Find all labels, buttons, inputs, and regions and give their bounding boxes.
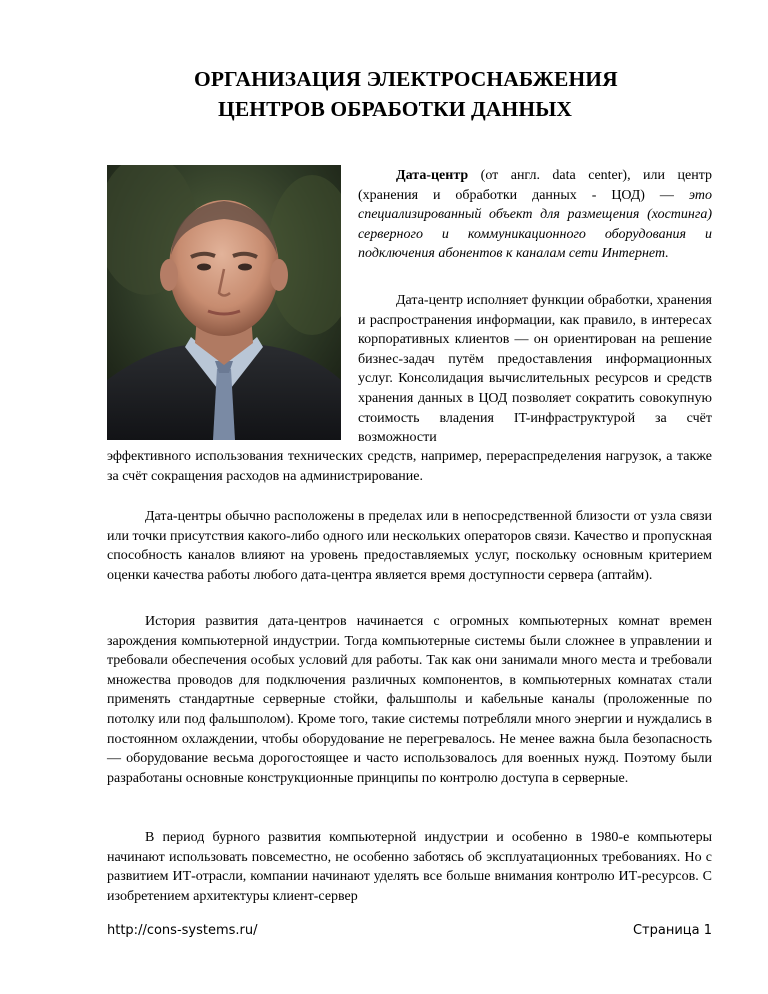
page-number: Страница 1	[632, 923, 712, 938]
definition-intro: (от англ. data center), или центр (хранения и обработки данных - ЦОД) —	[358, 168, 712, 203]
footer-url[interactable]: http://cons-systems.ru/	[107, 923, 258, 938]
paragraph-location: Дата-центры обычно расположены в пределах или в непосредственной близости от узла связи или точки присутствия какого-либо одного или нескольких операторов связи. Качество и пропускная способность каналов влияют на уровень предоставляемых услуг, поскольку основным критерием оценки качества работы любого дата-центра является время доступности сервера (аптайм).	[107, 509, 712, 583]
title-line-2: ЦЕНТРОВ ОБРАБОТКИ ДАННЫХ	[218, 97, 573, 121]
paragraph-functions-right: Дата-центр исполняет функции обработки, хранения и распространения информации, как правило, в интересах корпоративных клиентов — он ориентирован на решение бизнес-задач путём предоставления информационных услуг. Консолидация вычислительных ресурсов и средств хранения данных в ЦОД позволяет сократить совокупную стоимость владения IT-инфраструктурой за счёт возможности	[358, 293, 712, 446]
portrait-image	[107, 165, 341, 440]
term-data-center: Дата-центр	[396, 168, 469, 183]
title-line-1: ОРГАНИЗАЦИЯ ЭЛЕКТРОСНАБЖЕНИЯ	[194, 67, 618, 91]
page-footer	[107, 923, 712, 943]
paragraph-definition	[358, 166, 712, 264]
paragraph-development: В период бурного развития компьютерной индустрии и особенно в 1980-е компьютеры начинают использовать повсеместно, не особенно заботясь об эксплуатационных требованиях. Но с развитием ИТ-отрасли, компании начинают уделять все больше внимания контролю ИТ-ресурсов. С изобретением архитектуры клиент-сервер	[107, 830, 712, 904]
definition-text: это специализированный объект для размещения (хостинга) серверного и коммуникационного оборудования и подключения абонентов к каналам сети Интернет.	[358, 187, 712, 262]
paragraph-functions-continued: эффективного использования технических средств, например, перераспределения нагрузок, а также за счёт сокращения расходов на администрирование.	[107, 449, 712, 484]
portrait-photo	[107, 165, 341, 440]
paragraph-history: История развития дата-центров начинается с огромных компьютерных комнат времен зарождения компьютерной индустрии. Тогда компьютерные системы были сложнее в управлении и требовали обеспечения особых условий для работы. Так как они занимали много места и требовали множества проводов для подключения различных компонентов, в компьютерных комнатах стали применять стандартные серверные стойки, фальшполы и кабельные каналы (проложенные по потолку или под фальшполом). Кроме того, такие системы потребляли много энергии и нуждались в постоянном охлаждении, чтобы оборудование не перегревалось. Не менее важна была безопасность — оборудование весьма дорогостоящее и часто использовалось для военных нужд. Поэтому были разработаны основные конструкционные принципы по контролю доступа в серверные.	[107, 614, 712, 786]
